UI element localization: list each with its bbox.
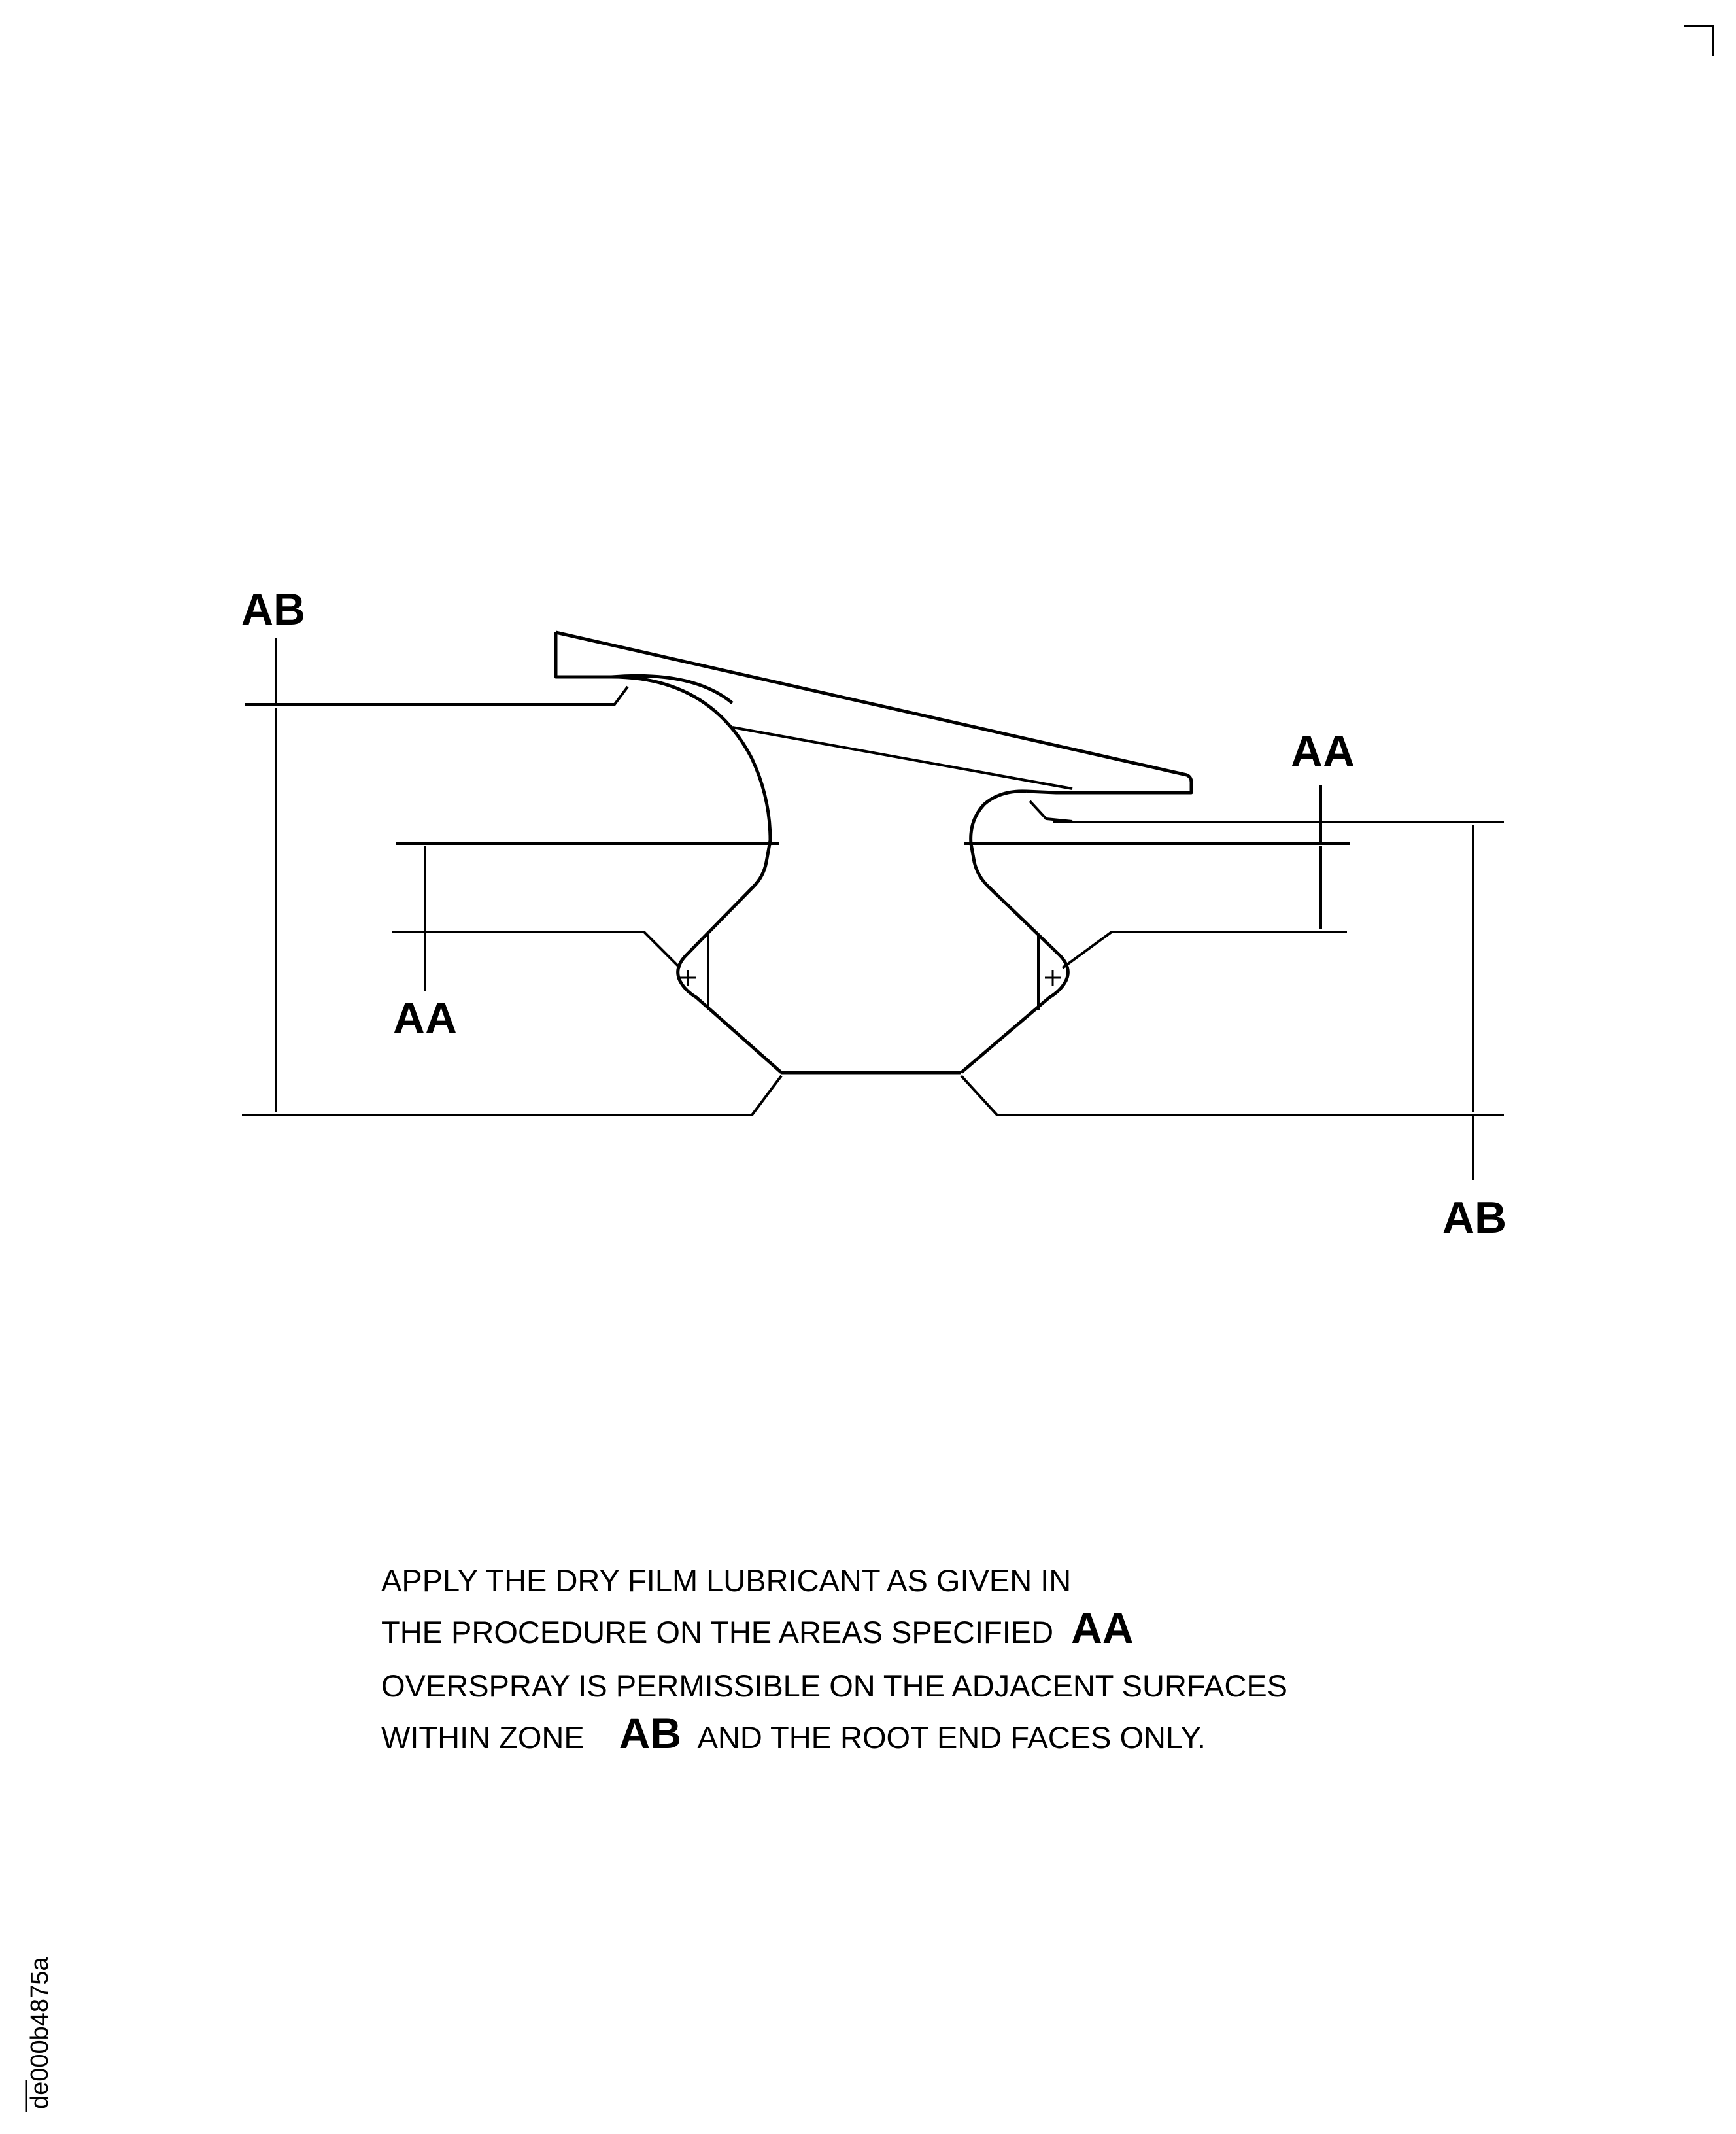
note-line-4-text-after: AND THE ROOT END FACES ONLY.: [697, 1720, 1206, 1755]
callout-aa-top-right: AA: [1290, 727, 1355, 776]
root-left-profile: [611, 677, 781, 1073]
drawing-id-text: de000b4875a: [26, 1957, 54, 2109]
platform-outline: [556, 632, 1191, 793]
note-line-1: [381, 1557, 1493, 1604]
crop-mark-top-right: [1684, 26, 1713, 56]
note-tag-aa: AA: [1071, 1604, 1134, 1652]
extension-line-bottom-left: [242, 1076, 781, 1115]
extension-line-bottom-right: [961, 1076, 1504, 1115]
note-line-2-text: THE PROCEDURE ON THE AREAS SPECIFIED: [381, 1615, 1054, 1649]
note-line-2: [381, 1604, 1493, 1652]
callout-aa-left: AA: [392, 993, 458, 1043]
fillet-centre-mark-right: [1045, 970, 1061, 986]
lubricant-note: [381, 1557, 1493, 1757]
callout-ab-bottom-right: AB: [1442, 1193, 1507, 1243]
right-hook-fillet: [1030, 801, 1072, 821]
note-line-3-text: OVERSPRAY IS PERMISSIBLE ON THE ADJACENT SURFACES: [381, 1668, 1288, 1703]
root-right-profile: [961, 791, 1068, 1073]
drawing-id-label: [26, 1957, 54, 2109]
note-line-1-text: APPLY THE DRY FILM LUBRICANT AS GIVEN IN: [381, 1563, 1072, 1598]
extension-line-aa-left-bottom: [392, 932, 680, 968]
note-tag-ab: AB: [619, 1709, 682, 1757]
note-line-4: [381, 1710, 1493, 1757]
callout-ab-top-left: AB: [241, 585, 306, 634]
note-line-3: [381, 1662, 1493, 1710]
extension-line-top-left: [245, 687, 628, 704]
note-line-4-text-before: WITHIN ZONE: [381, 1720, 585, 1755]
extension-line-aa-right-bottom: [1063, 932, 1347, 968]
